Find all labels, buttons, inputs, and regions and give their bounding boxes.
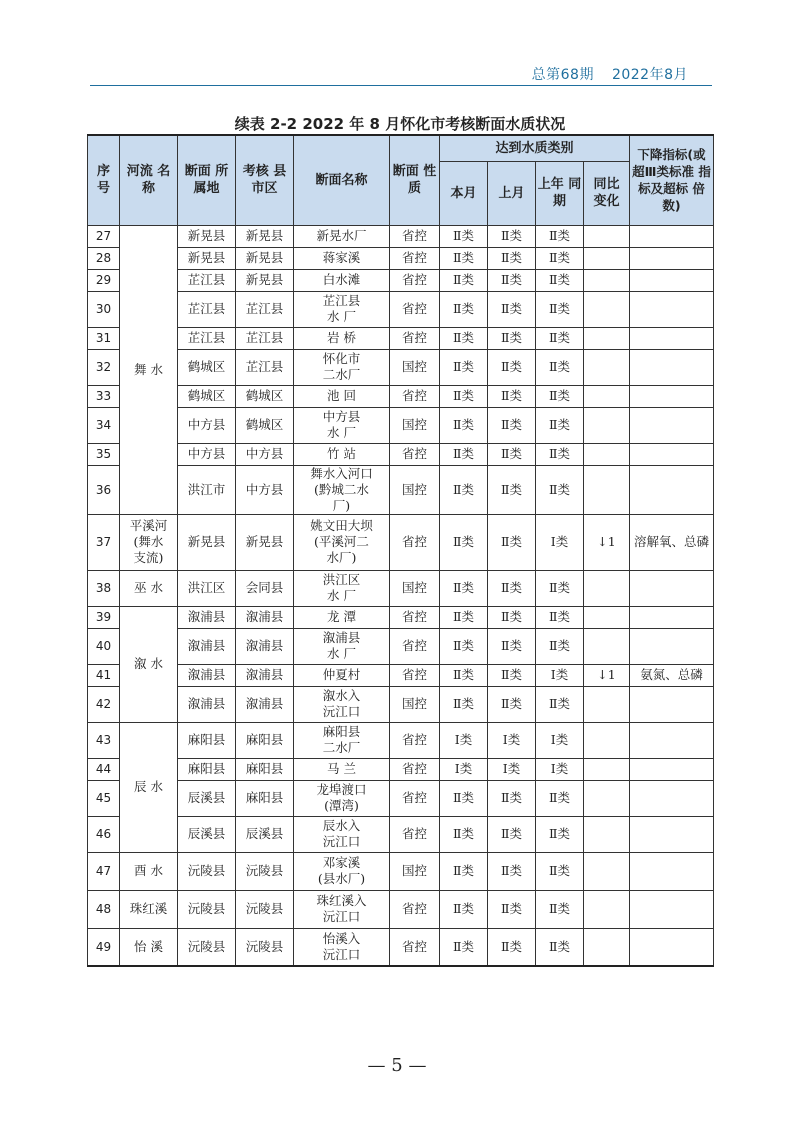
- cell-section: 岩 桥: [294, 327, 390, 349]
- cell-river: 辰 水: [120, 722, 178, 852]
- cell-indicators: [630, 225, 714, 247]
- cell-this-month: Ⅱ类: [440, 816, 488, 852]
- cell-indicators: [630, 327, 714, 349]
- cell-seq: 43: [88, 722, 120, 758]
- table-row: [88, 758, 714, 780]
- cell-last-year: Ⅱ类: [536, 890, 584, 928]
- cell-indicators: [630, 722, 714, 758]
- cell-seq: 45: [88, 780, 120, 816]
- cell-section: 怀化市 二水厂: [294, 349, 390, 385]
- cell-last-year: Ⅰ类: [536, 722, 584, 758]
- cell-county: 麻阳县: [236, 780, 294, 816]
- cell-county: 新晃县: [236, 225, 294, 247]
- cell-nature: 国控: [390, 465, 440, 514]
- cell-last-month: Ⅰ类: [488, 722, 536, 758]
- cell-section: 麻阳县 二水厂: [294, 722, 390, 758]
- cell-change: [584, 816, 630, 852]
- header-rule: [90, 85, 712, 86]
- cell-location: 溆浦县: [178, 686, 236, 722]
- cell-nature: 省控: [390, 514, 440, 570]
- cell-location: 麻阳县: [178, 722, 236, 758]
- cell-last-year: Ⅱ类: [536, 816, 584, 852]
- cell-nature: 国控: [390, 852, 440, 890]
- cell-change: [584, 570, 630, 606]
- cell-last-month: Ⅱ类: [488, 514, 536, 570]
- cell-indicators: [630, 269, 714, 291]
- cell-last-month: Ⅱ类: [488, 780, 536, 816]
- cell-this-month: Ⅱ类: [440, 385, 488, 407]
- cell-last-month: Ⅰ类: [488, 758, 536, 780]
- table-row: [88, 890, 714, 928]
- header-section: 断面名称: [294, 135, 390, 225]
- cell-section: 芷江县 水 厂: [294, 291, 390, 327]
- cell-nature: 省控: [390, 758, 440, 780]
- table-row: [88, 443, 714, 465]
- cell-nature: 省控: [390, 780, 440, 816]
- cell-indicators: [630, 890, 714, 928]
- cell-indicators: 氨氮、总磷: [630, 664, 714, 686]
- header-last-month: 上月: [488, 161, 536, 225]
- cell-last-year: Ⅱ类: [536, 606, 584, 628]
- header-last-year: 上年 同期: [536, 161, 584, 225]
- cell-section: 洪江区 水 厂: [294, 570, 390, 606]
- cell-section: 舞水入河口 (黔城二水 厂): [294, 465, 390, 514]
- cell-location: 中方县: [178, 407, 236, 443]
- cell-change: [584, 890, 630, 928]
- table-row: [88, 722, 714, 758]
- cell-this-month: Ⅱ类: [440, 570, 488, 606]
- cell-section: 池 回: [294, 385, 390, 407]
- cell-change: [584, 349, 630, 385]
- table-row: [88, 407, 714, 443]
- cell-change: [584, 686, 630, 722]
- cell-county: 麻阳县: [236, 722, 294, 758]
- cell-county: 鹤城区: [236, 407, 294, 443]
- cell-last-month: Ⅱ类: [488, 570, 536, 606]
- cell-river: 酉 水: [120, 852, 178, 890]
- cell-last-year: Ⅱ类: [536, 327, 584, 349]
- cell-last-month: Ⅱ类: [488, 890, 536, 928]
- cell-location: 中方县: [178, 443, 236, 465]
- cell-nature: 省控: [390, 664, 440, 686]
- cell-this-month: Ⅱ类: [440, 664, 488, 686]
- cell-change: [584, 225, 630, 247]
- cell-change: [584, 722, 630, 758]
- issue-date: 2022年8月: [611, 67, 688, 83]
- cell-indicators: [630, 928, 714, 966]
- table-row: [88, 465, 714, 514]
- cell-last-year: Ⅱ类: [536, 291, 584, 327]
- cell-this-month: Ⅱ类: [440, 852, 488, 890]
- cell-last-year: Ⅱ类: [536, 628, 584, 664]
- cell-section: 白水滩: [294, 269, 390, 291]
- cell-seq: 37: [88, 514, 120, 570]
- table-row: [88, 570, 714, 606]
- cell-seq: 32: [88, 349, 120, 385]
- cell-seq: 44: [88, 758, 120, 780]
- cell-indicators: [630, 291, 714, 327]
- cell-this-month: Ⅱ类: [440, 928, 488, 966]
- cell-river: 平溪河 (舞水 支流): [120, 514, 178, 570]
- cell-seq: 28: [88, 247, 120, 269]
- table-body: [88, 225, 714, 966]
- cell-section: 仲夏村: [294, 664, 390, 686]
- cell-section: 龙埠渡口 (潭湾): [294, 780, 390, 816]
- cell-nature: 国控: [390, 407, 440, 443]
- cell-indicators: [630, 407, 714, 443]
- cell-seq: 39: [88, 606, 120, 628]
- cell-this-month: Ⅰ类: [440, 758, 488, 780]
- cell-location: 洪江市: [178, 465, 236, 514]
- cell-indicators: [630, 465, 714, 514]
- cell-nature: 省控: [390, 928, 440, 966]
- cell-seq: 38: [88, 570, 120, 606]
- table-row: [88, 686, 714, 722]
- cell-location: 辰溪县: [178, 780, 236, 816]
- cell-county: 新晃县: [236, 269, 294, 291]
- cell-indicators: [630, 349, 714, 385]
- cell-county: 溆浦县: [236, 664, 294, 686]
- cell-last-month: Ⅱ类: [488, 349, 536, 385]
- cell-change: [584, 247, 630, 269]
- cell-last-month: Ⅱ类: [488, 852, 536, 890]
- cell-county: 辰溪县: [236, 816, 294, 852]
- cell-last-year: Ⅱ类: [536, 247, 584, 269]
- cell-change: [584, 758, 630, 780]
- cell-county: 芷江县: [236, 291, 294, 327]
- cell-section: 龙 潭: [294, 606, 390, 628]
- cell-seq: 47: [88, 852, 120, 890]
- cell-change: [584, 269, 630, 291]
- cell-nature: 省控: [390, 443, 440, 465]
- cell-river: 怡 溪: [120, 928, 178, 966]
- cell-section: 溆水入 沅江口: [294, 686, 390, 722]
- cell-county: 沅陵县: [236, 928, 294, 966]
- cell-county: 新晃县: [236, 514, 294, 570]
- cell-this-month: Ⅱ类: [440, 890, 488, 928]
- cell-county: 溆浦县: [236, 606, 294, 628]
- cell-seq: 34: [88, 407, 120, 443]
- cell-last-year: Ⅱ类: [536, 852, 584, 890]
- cell-county: 溆浦县: [236, 686, 294, 722]
- table-row: [88, 928, 714, 966]
- cell-county: 中方县: [236, 443, 294, 465]
- cell-last-year: Ⅰ类: [536, 758, 584, 780]
- cell-location: 新晃县: [178, 225, 236, 247]
- cell-county: 沅陵县: [236, 852, 294, 890]
- cell-nature: 省控: [390, 291, 440, 327]
- cell-indicators: [630, 628, 714, 664]
- cell-change: [584, 780, 630, 816]
- table-row: [88, 349, 714, 385]
- cell-nature: 省控: [390, 722, 440, 758]
- cell-last-year: Ⅱ类: [536, 928, 584, 966]
- table-row: [88, 327, 714, 349]
- cell-section: 竹 站: [294, 443, 390, 465]
- cell-last-month: Ⅱ类: [488, 225, 536, 247]
- cell-change: [584, 291, 630, 327]
- cell-county: 麻阳县: [236, 758, 294, 780]
- cell-county: 新晃县: [236, 247, 294, 269]
- cell-seq: 49: [88, 928, 120, 966]
- cell-county: 沅陵县: [236, 890, 294, 928]
- cell-last-month: Ⅱ类: [488, 628, 536, 664]
- cell-county: 鹤城区: [236, 385, 294, 407]
- cell-this-month: Ⅱ类: [440, 269, 488, 291]
- cell-seq: 29: [88, 269, 120, 291]
- cell-county: 中方县: [236, 465, 294, 514]
- cell-this-month: Ⅰ类: [440, 722, 488, 758]
- cell-last-month: Ⅱ类: [488, 269, 536, 291]
- cell-indicators: [630, 686, 714, 722]
- cell-nature: 省控: [390, 225, 440, 247]
- cell-section: 马 兰: [294, 758, 390, 780]
- cell-last-year: Ⅱ类: [536, 570, 584, 606]
- cell-indicators: 溶解氧、总磷: [630, 514, 714, 570]
- cell-section: 新晃水厂: [294, 225, 390, 247]
- cell-this-month: Ⅱ类: [440, 407, 488, 443]
- cell-indicators: [630, 852, 714, 890]
- cell-last-year: Ⅱ类: [536, 225, 584, 247]
- cell-change: [584, 465, 630, 514]
- cell-seq: 41: [88, 664, 120, 686]
- cell-seq: 33: [88, 385, 120, 407]
- table-row: [88, 780, 714, 816]
- header-county: 考核 县市区: [236, 135, 294, 225]
- cell-seq: 30: [88, 291, 120, 327]
- cell-change: [584, 407, 630, 443]
- cell-this-month: Ⅱ类: [440, 606, 488, 628]
- table-title: 续表 2-2 2022 年 8 月怀化市考核断面水质状况: [234, 115, 566, 133]
- cell-seq: 36: [88, 465, 120, 514]
- cell-indicators: [630, 780, 714, 816]
- table-row: [88, 247, 714, 269]
- cell-change: [584, 852, 630, 890]
- cell-location: 鹤城区: [178, 349, 236, 385]
- cell-nature: 省控: [390, 269, 440, 291]
- cell-last-year: Ⅱ类: [536, 780, 584, 816]
- cell-section: 邓家溪 (县水厂): [294, 852, 390, 890]
- cell-last-year: Ⅱ类: [536, 465, 584, 514]
- cell-seq: 27: [88, 225, 120, 247]
- cell-change: ↓1: [584, 664, 630, 686]
- cell-last-month: Ⅱ类: [488, 291, 536, 327]
- cell-nature: 国控: [390, 349, 440, 385]
- cell-location: 芷江县: [178, 291, 236, 327]
- header-change: 同比 变化: [584, 161, 630, 225]
- cell-nature: 国控: [390, 570, 440, 606]
- table-row: [88, 606, 714, 628]
- table-row: [88, 852, 714, 890]
- cell-change: [584, 327, 630, 349]
- cell-last-year: Ⅱ类: [536, 407, 584, 443]
- cell-last-month: Ⅱ类: [488, 816, 536, 852]
- cell-section: 辰水入 沅江口: [294, 816, 390, 852]
- cell-this-month: Ⅱ类: [440, 628, 488, 664]
- header-nature: 断面 性质: [390, 135, 440, 225]
- cell-last-year: Ⅱ类: [536, 349, 584, 385]
- cell-change: [584, 443, 630, 465]
- cell-last-year: Ⅱ类: [536, 385, 584, 407]
- cell-nature: 省控: [390, 816, 440, 852]
- cell-this-month: Ⅱ类: [440, 247, 488, 269]
- cell-river: 溆 水: [120, 606, 178, 722]
- cell-change: ↓1: [584, 514, 630, 570]
- cell-seq: 35: [88, 443, 120, 465]
- table-row: [88, 385, 714, 407]
- cell-location: 新晃县: [178, 514, 236, 570]
- cell-last-month: Ⅱ类: [488, 664, 536, 686]
- header-indicators: 下降指标(或 超Ⅲ类标准 指标及超标 倍数): [630, 135, 714, 225]
- cell-seq: 40: [88, 628, 120, 664]
- cell-indicators: [630, 443, 714, 465]
- cell-location: 芷江县: [178, 269, 236, 291]
- cell-section: 珠红溪入 沅江口: [294, 890, 390, 928]
- cell-location: 溆浦县: [178, 606, 236, 628]
- table-row: [88, 628, 714, 664]
- cell-last-month: Ⅱ类: [488, 247, 536, 269]
- header-this-month: 本月: [440, 161, 488, 225]
- cell-nature: 省控: [390, 327, 440, 349]
- cell-change: [584, 928, 630, 966]
- cell-change: [584, 385, 630, 407]
- cell-last-month: Ⅱ类: [488, 686, 536, 722]
- cell-river: 巫 水: [120, 570, 178, 606]
- cell-section: 中方县 水 厂: [294, 407, 390, 443]
- cell-this-month: Ⅱ类: [440, 514, 488, 570]
- cell-location: 沅陵县: [178, 890, 236, 928]
- cell-county: 芷江县: [236, 327, 294, 349]
- cell-section: 怡溪入 沅江口: [294, 928, 390, 966]
- table-row: [88, 664, 714, 686]
- cell-indicators: [630, 758, 714, 780]
- cell-last-month: Ⅱ类: [488, 385, 536, 407]
- cell-location: 溆浦县: [178, 664, 236, 686]
- cell-location: 鹤城区: [178, 385, 236, 407]
- cell-nature: 国控: [390, 686, 440, 722]
- cell-section: 蒋家溪: [294, 247, 390, 269]
- cell-this-month: Ⅱ类: [440, 443, 488, 465]
- cell-last-year: Ⅱ类: [536, 443, 584, 465]
- cell-last-month: Ⅱ类: [488, 606, 536, 628]
- cell-indicators: [630, 816, 714, 852]
- cell-indicators: [630, 570, 714, 606]
- table-row: [88, 816, 714, 852]
- cell-location: 麻阳县: [178, 758, 236, 780]
- cell-change: [584, 606, 630, 628]
- cell-this-month: Ⅱ类: [440, 465, 488, 514]
- cell-nature: 省控: [390, 606, 440, 628]
- cell-nature: 省控: [390, 890, 440, 928]
- cell-section: 姚文田大坝 (平溪河二 水厂): [294, 514, 390, 570]
- cell-indicators: [630, 385, 714, 407]
- cell-last-month: Ⅱ类: [488, 327, 536, 349]
- cell-this-month: Ⅱ类: [440, 349, 488, 385]
- cell-location: 辰溪县: [178, 816, 236, 852]
- table-row: [88, 514, 714, 570]
- cell-county: 会同县: [236, 570, 294, 606]
- cell-location: 芷江县: [178, 327, 236, 349]
- cell-location: 溆浦县: [178, 628, 236, 664]
- cell-last-month: Ⅱ类: [488, 407, 536, 443]
- cell-last-year: Ⅱ类: [536, 269, 584, 291]
- cell-river: 珠红溪: [120, 890, 178, 928]
- cell-seq: 46: [88, 816, 120, 852]
- cell-county: 溆浦县: [236, 628, 294, 664]
- cell-last-year: Ⅰ类: [536, 514, 584, 570]
- cell-nature: 省控: [390, 247, 440, 269]
- cell-nature: 省控: [390, 628, 440, 664]
- cell-seq: 31: [88, 327, 120, 349]
- page-number: — 5 —: [367, 1055, 427, 1076]
- cell-this-month: Ⅱ类: [440, 686, 488, 722]
- cell-indicators: [630, 247, 714, 269]
- cell-indicators: [630, 606, 714, 628]
- cell-river: 舞 水: [120, 225, 178, 514]
- cell-this-month: Ⅱ类: [440, 780, 488, 816]
- cell-last-year: Ⅱ类: [536, 686, 584, 722]
- table-row: [88, 225, 714, 247]
- header-quality-group: 达到水质类别: [440, 135, 630, 161]
- cell-last-month: Ⅱ类: [488, 465, 536, 514]
- cell-location: 洪江区: [178, 570, 236, 606]
- cell-this-month: Ⅱ类: [440, 327, 488, 349]
- water-quality-table: [87, 134, 714, 967]
- cell-location: 沅陵县: [178, 928, 236, 966]
- cell-county: 芷江县: [236, 349, 294, 385]
- cell-this-month: Ⅱ类: [440, 225, 488, 247]
- header-location: 断面 所属地: [178, 135, 236, 225]
- cell-location: 新晃县: [178, 247, 236, 269]
- header-seq: 序 号: [88, 135, 120, 225]
- header-river: 河流 名称: [120, 135, 178, 225]
- cell-section: 溆浦县 水 厂: [294, 628, 390, 664]
- table-row: [88, 269, 714, 291]
- cell-nature: 省控: [390, 385, 440, 407]
- cell-last-month: Ⅱ类: [488, 928, 536, 966]
- cell-location: 沅陵县: [178, 852, 236, 890]
- cell-change: [584, 628, 630, 664]
- cell-last-month: Ⅱ类: [488, 443, 536, 465]
- cell-seq: 48: [88, 890, 120, 928]
- issue-number: 总第68期: [531, 67, 594, 83]
- cell-last-year: Ⅰ类: [536, 664, 584, 686]
- issue-info: [514, 64, 688, 84]
- table-row: [88, 291, 714, 327]
- cell-seq: 42: [88, 686, 120, 722]
- cell-this-month: Ⅱ类: [440, 291, 488, 327]
